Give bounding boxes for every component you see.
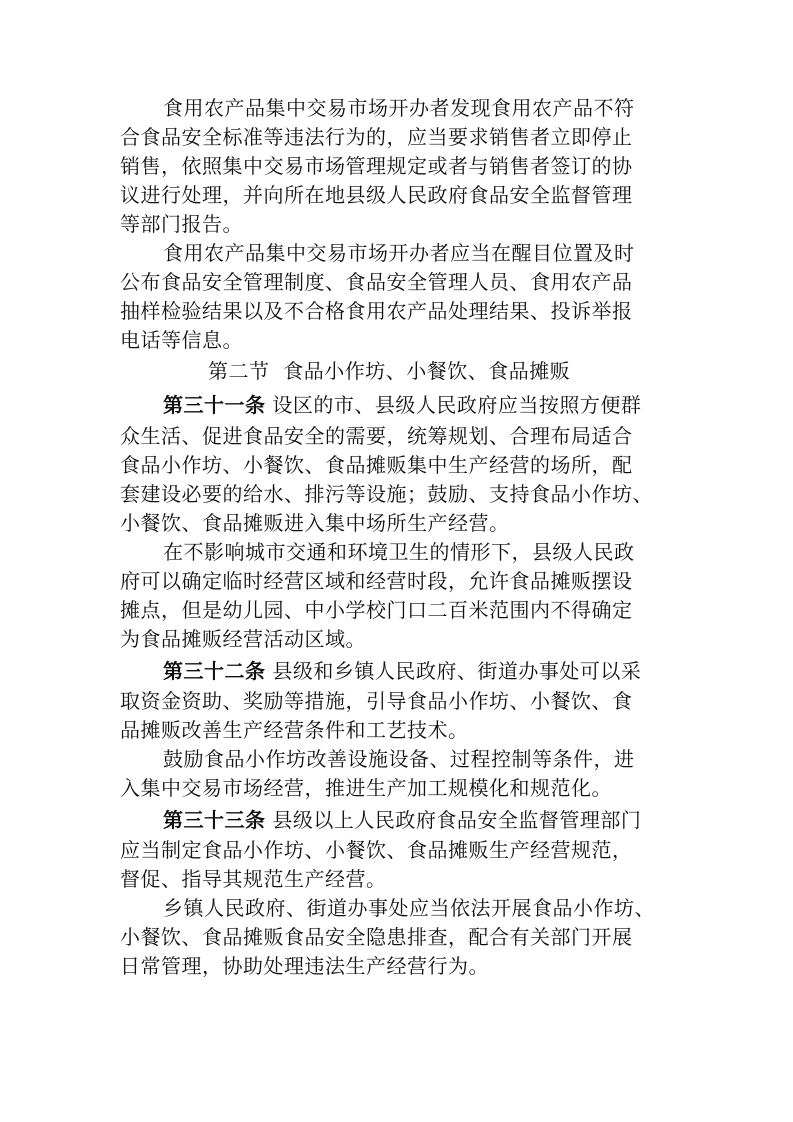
paragraph-line: 食用农产品集中交易市场开办者应当在醒目位置及时	[163, 241, 635, 265]
paragraph-line: 摊点，但是幼儿园、中小学校门口二百米范围内不得确定	[120, 598, 633, 622]
paragraph-line: 公布食品安全管理制度、食品安全管理人员、食用农产品	[120, 270, 633, 294]
paragraph-line: 为食品摊贩经营活动区域。	[120, 627, 366, 651]
paragraph-line: 取资金资助、奖励等措施，引导食品小作坊、小餐饮、食	[120, 689, 633, 713]
article-label: 第三十一条	[163, 393, 266, 417]
paragraph-line: 食品小作坊、小餐饮、食品摊贩集中生产经营的场所，配	[120, 453, 633, 477]
paragraph-line: 府可以确定临时经营区域和经营时段，允许食品摊贩摆设	[120, 569, 633, 593]
paragraph-line: 合食品安全标准等违法行为的，应当要求销售者立即停止	[120, 125, 633, 149]
article-text: 县级和乡镇人民政府、街道办事处可以采	[265, 659, 642, 683]
paragraph-line: 乡镇人民政府、街道办事处应当依法开展食品小作坊、	[163, 896, 655, 920]
paragraph-line: 众生活、促进食品安全的需要，统筹规划、合理布局适合	[120, 424, 633, 448]
paragraph-line: 督促、指导其规范生产经营。	[120, 867, 387, 891]
paragraph-line: 品摊贩改善生产经营条件和工艺技术。	[120, 718, 469, 742]
paragraph-line: 议进行处理，并向所在地县级人民政府食品安全监督管理	[120, 183, 633, 207]
paragraph-line: 日常管理，协助处理违法生产经营行为。	[120, 954, 489, 978]
article-first-line	[163, 808, 641, 832]
paragraph-line: 食用农产品集中交易市场开办者发现食用农产品不符	[163, 96, 635, 120]
section-title: 第二节 食品小作坊、小餐饮、食品摊贩	[208, 359, 571, 383]
article-text: 设区的市、县级人民政府应当按照方便群	[265, 393, 642, 417]
paragraph-line: 入集中交易市场经营，推进生产加工规模化和规范化。	[120, 776, 612, 800]
paragraph-line: 鼓励食品小作坊改善设施设备、过程控制等条件，进	[163, 747, 635, 771]
paragraph-line: 应当制定食品小作坊、小餐饮、食品摊贩生产经营规范，	[120, 838, 633, 862]
article-first-line	[163, 659, 641, 683]
article-label: 第三十二条	[163, 659, 266, 683]
paragraph-line: 在不影响城市交通和环境卫生的情形下，县级人民政	[163, 540, 635, 564]
paragraph-line: 套建设必要的给水、排污等设施；鼓励、支持食品小作坊、	[120, 482, 653, 506]
paragraph-line: 小餐饮、食品摊贩进入集中场所生产经营。	[120, 511, 510, 535]
paragraph-line: 电话等信息。	[120, 328, 243, 352]
article-first-line	[163, 393, 641, 417]
article-label: 第三十三条	[163, 808, 266, 832]
paragraph-line: 小餐饮、食品摊贩食品安全隐患排查，配合有关部门开展	[120, 925, 633, 949]
article-text: 县级以上人民政府食品安全监督管理部门	[265, 808, 642, 832]
paragraph-line: 销售，依照集中交易市场管理规定或者与销售者签订的协	[120, 154, 633, 178]
paragraph-line: 等部门报告。	[120, 212, 243, 236]
paragraph-line: 抽样检验结果以及不合格食用农产品处理结果、投诉举报	[120, 299, 633, 323]
